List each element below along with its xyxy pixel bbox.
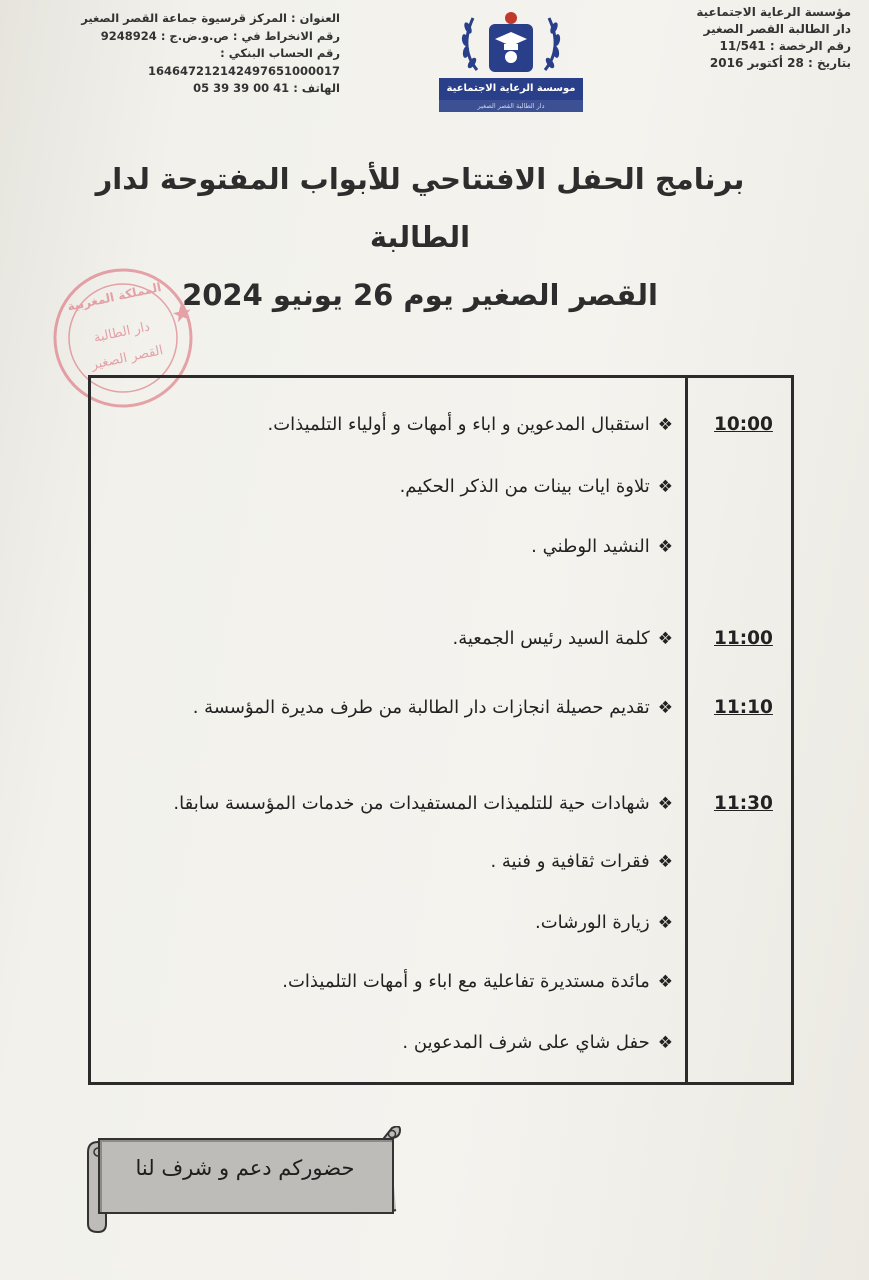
license-number: رقم الرخصة : 11/541: [719, 39, 851, 53]
program-item: ❖فقرات ثقافية و فنية .: [490, 851, 673, 872]
program-item: ❖تقديم حصيلة انجازات دار الطالبة من طرف مديرة المؤسسة .: [192, 697, 673, 718]
stamp-line-1: المملكة المغربية: [66, 280, 163, 314]
stamp-line-2: دار الطالبة: [92, 319, 152, 346]
phone: الهاتف : 05 39 39 00 41: [193, 81, 340, 95]
time-slot: 11:10: [714, 697, 773, 718]
program-item: ❖زيارة الورشات.: [535, 912, 673, 933]
bullet-icon: ❖: [657, 698, 673, 718]
laurel-graduate-icon: [437, 4, 585, 80]
org-house-name: دار الطالبة القصر الصغير: [703, 22, 851, 36]
program-table: [88, 375, 794, 1085]
title-line-2: القصر الصغير يوم 26 يونيو 2024: [182, 278, 658, 312]
organization-info: [551, 4, 851, 72]
stamp-line-3: القصر الصغير: [90, 343, 165, 373]
banner-text: حضوركم دعم و شرف لنا: [135, 1156, 355, 1180]
bullet-icon: ❖: [657, 1033, 673, 1053]
bullet-icon: ❖: [657, 972, 673, 992]
bullet-icon: ❖: [657, 477, 673, 497]
time-slot: 10:00: [714, 414, 773, 435]
organization-logo: [437, 4, 585, 112]
closing-banner: [84, 1126, 404, 1236]
program-item: ❖استقبال المدعوين و اباء و أمهات و أولياء التلميذات.: [267, 414, 673, 435]
contact-info: [40, 10, 340, 98]
program-item: ❖حفل شاي على شرف المدعوين .: [402, 1032, 673, 1053]
org-name: مؤسسة الرعاية الاجتماعية: [696, 5, 851, 19]
bullet-icon: ❖: [657, 913, 673, 933]
program-item: ❖كلمة السيد رئيس الجمعية.: [452, 628, 673, 649]
program-item: ❖شهادات حية للتلميذات المستفيدات من خدمات المؤسسة سابقا.: [173, 793, 673, 814]
bank-account: رقم الحساب البنكي : 164647212142497651000017: [147, 46, 340, 78]
bullet-icon: ❖: [657, 415, 673, 435]
program-item: ❖مائدة مستديرة تفاعلية مع اباء و أمهات التلميذات.: [282, 971, 673, 992]
program-item: ❖النشيد الوطني .: [531, 536, 673, 557]
program-item: ❖تلاوة ايات بينات من الذكر الحكيم.: [399, 476, 673, 497]
bullet-icon: ❖: [657, 537, 673, 557]
logo-name: موسسة الرعاية الاجتماعية: [439, 78, 583, 100]
time-slot: 11:00: [714, 628, 773, 649]
license-date: بتاريخ : 28 أكتوبر 2016: [709, 56, 851, 70]
membership-number: رقم الانخراط في : ص.و.ض.ج : 9248924: [100, 28, 340, 43]
bullet-icon: ❖: [657, 794, 673, 814]
column-divider: [685, 378, 688, 1082]
title-line-1: برنامج الحفل الافتتاحي للأبواب المفتوحة لدار الطالبة: [95, 162, 745, 254]
logo-subtitle: دار الطالبة القصر الصغير: [439, 100, 583, 112]
address: العنوان : المركز قرسيوة جماعة القصر الصغير: [81, 11, 340, 25]
bullet-icon: ❖: [657, 852, 673, 872]
time-slot: 11:30: [714, 793, 773, 814]
bullet-icon: ❖: [657, 629, 673, 649]
